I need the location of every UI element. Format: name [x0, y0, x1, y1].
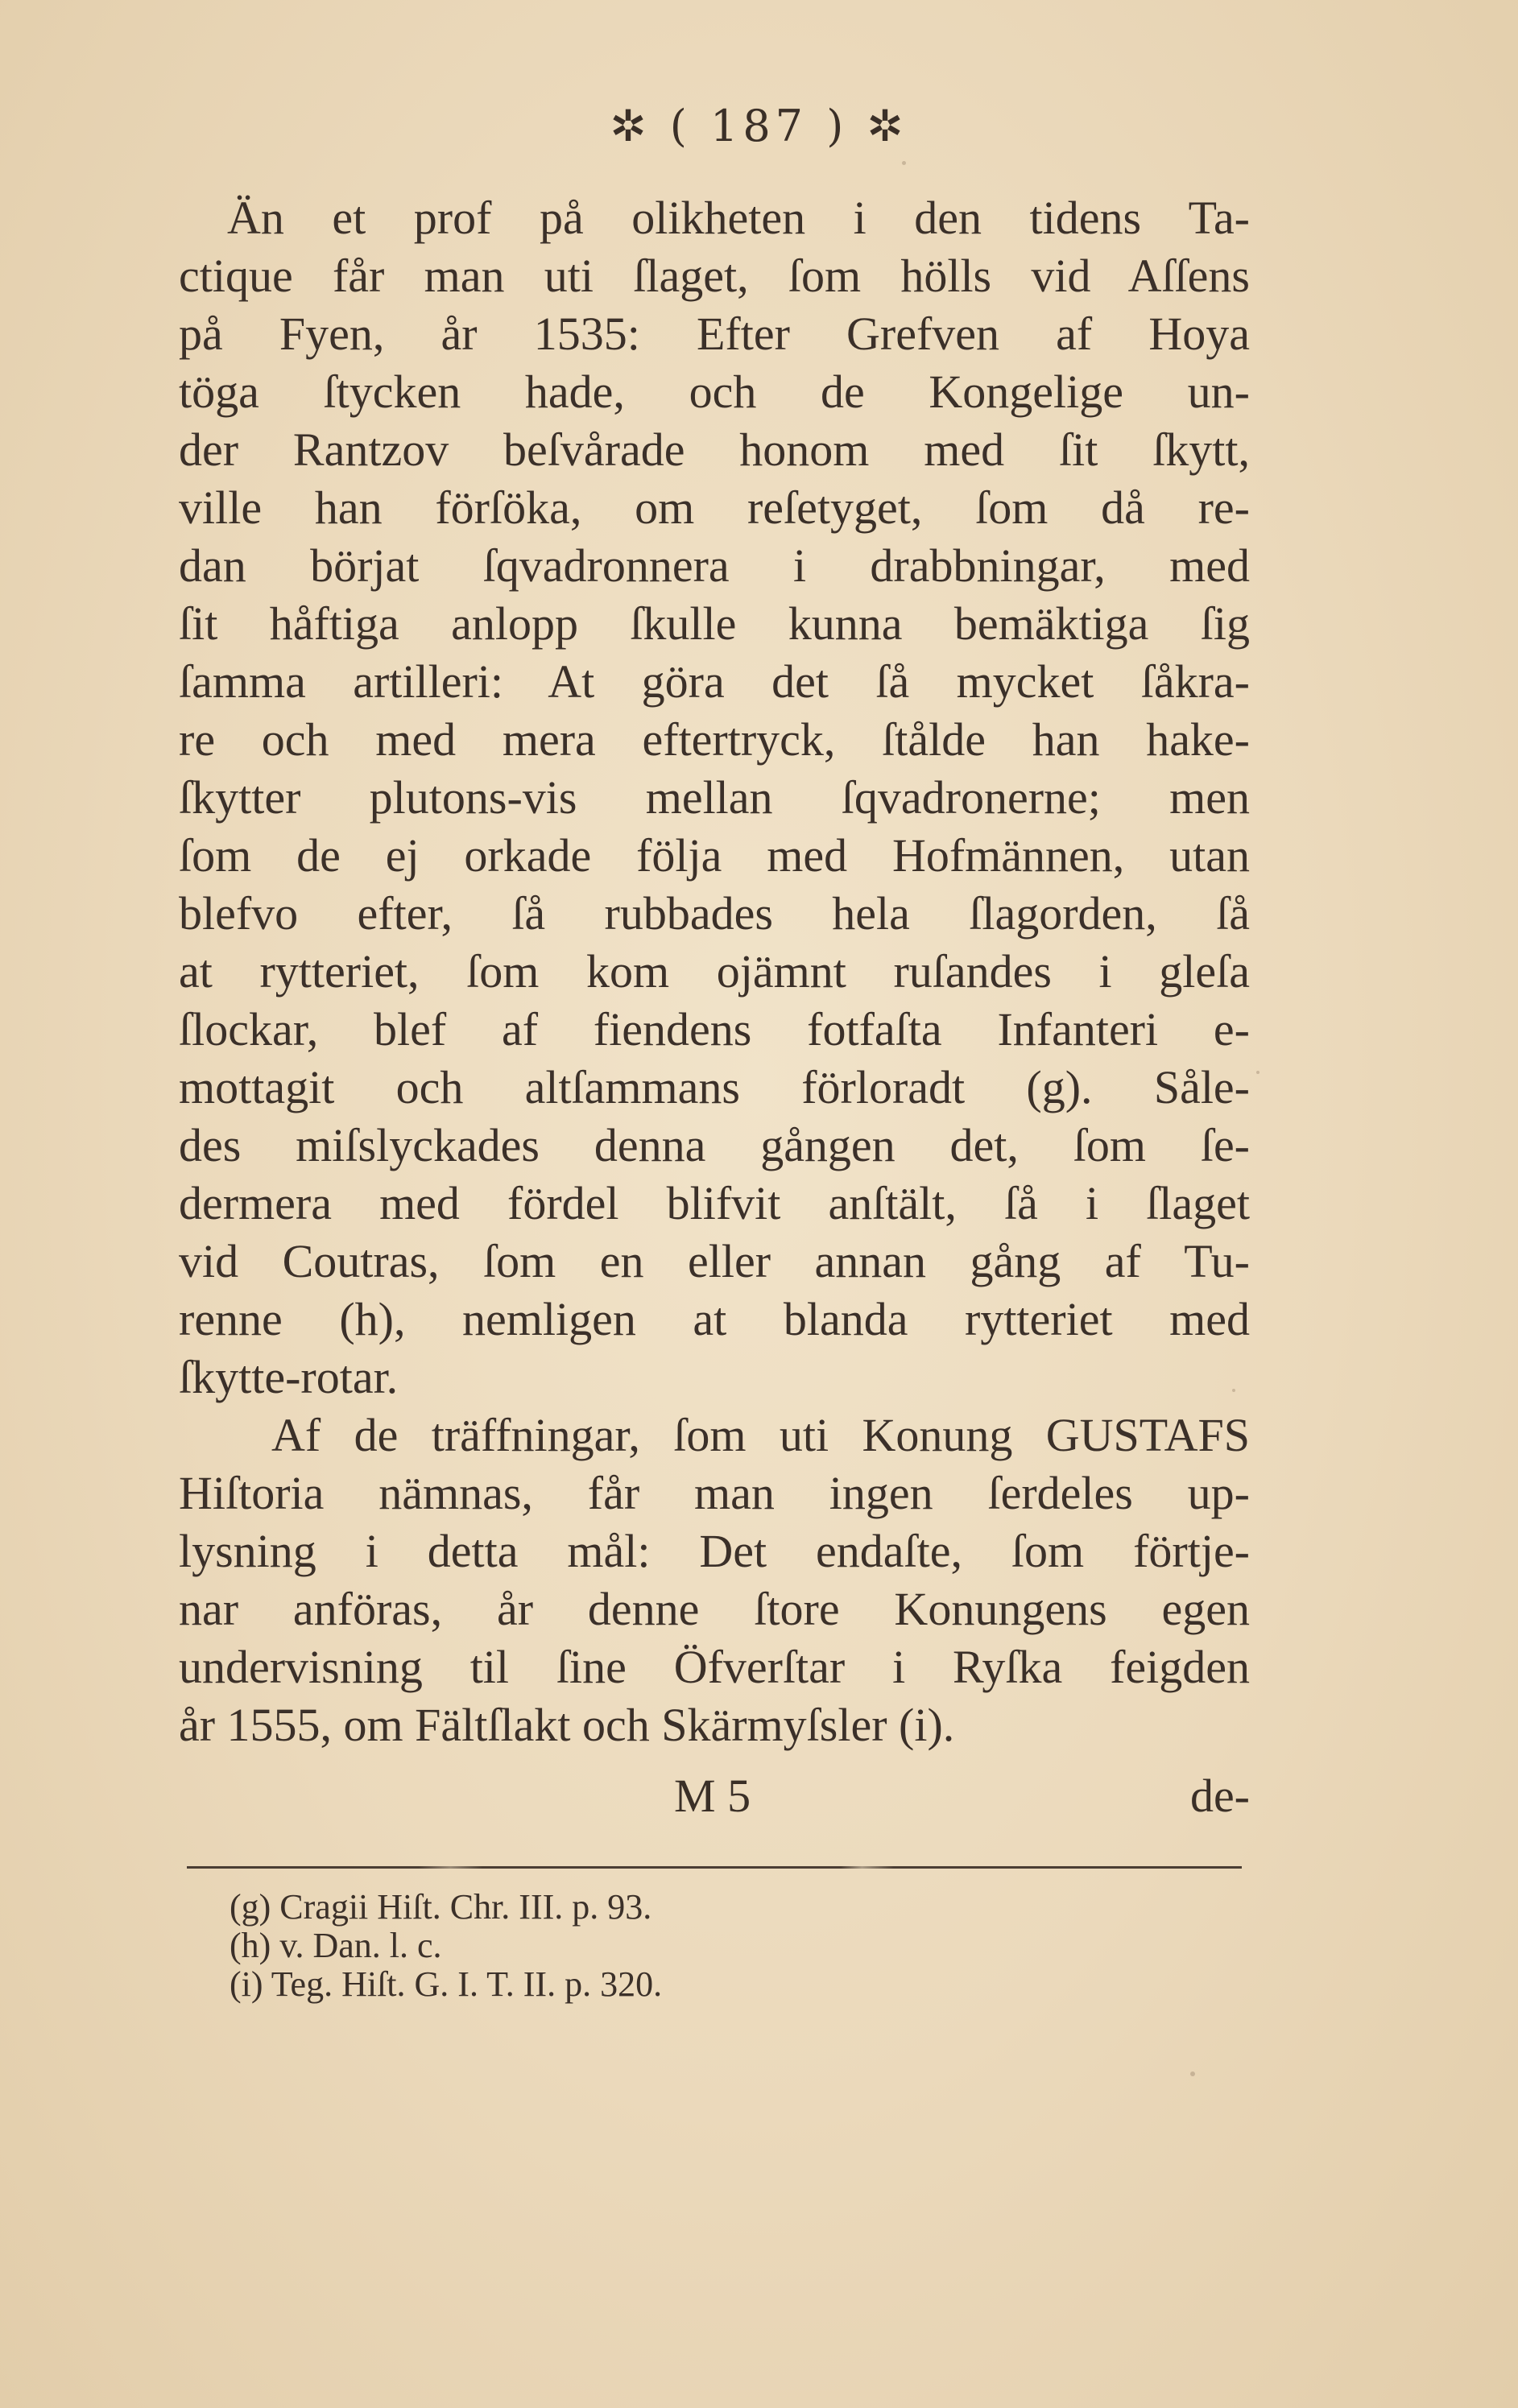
- text-line-18: dermera med fördel blifvit anſtält, ſå i ſlaget: [179, 1177, 1250, 1229]
- text-line-19: vid Coutras, ſom en eller annan gång af Tu-: [179, 1235, 1250, 1287]
- text-line-11: ſkytter plutons-vis mellan ſqvadronerne; men: [179, 771, 1250, 824]
- paper-speck: [1232, 1389, 1235, 1392]
- footnote-rule: [187, 1866, 1242, 1869]
- text-line-27: år 1555, om Fältſlakt och Skärmyſsler (i).: [179, 1699, 955, 1751]
- text-line-1: Än et prof på olikheten i den tidens Ta-: [227, 192, 1250, 244]
- text-line-3: på Fyen, år 1535: Efter Grefven af Hoya: [179, 308, 1250, 360]
- text-line-16: mottagit och altſammans förloradt (g). Såle-: [179, 1061, 1250, 1113]
- footnote-g: (g) Cragii Hiſt. Chr. III. p. 93.: [230, 1887, 652, 1927]
- catchline: [179, 1767, 1250, 1825]
- text-line-2: ctique får man uti ſlaget, ſom hölls vid Aſſens: [179, 250, 1250, 302]
- text-line-22: Af de träffningar, ſom uti Konung GUSTAFS: [271, 1409, 1250, 1461]
- text-line-8: ſit håftiga anlopp ſkulle kunna bemäktiga ſig: [179, 597, 1250, 650]
- text-line-25: nar anföras, år denne ſtore Konungens egen: [179, 1583, 1250, 1635]
- paper-speck: [1190, 2071, 1195, 2076]
- text-line-26: undervisning til ſine Öfverſtar i Ryſka feigden: [179, 1641, 1250, 1693]
- text-line-15: ſlockar, blef af fiendens fotfaſta Infanteri e-: [179, 1003, 1250, 1055]
- footnotes: [230, 1888, 1115, 2004]
- text-line-20: renne (h), nemligen at blanda rytteriet med: [179, 1293, 1250, 1345]
- text-line-13: blefvo efter, ſå rubbades hela ſlagorden, ſå: [179, 887, 1250, 940]
- text-line-5: der Rantzov beſvårade honom med ſit ſkytt,: [179, 423, 1250, 476]
- page-header: ✲ ( 187 ) ✲: [610, 101, 908, 151]
- text-line-4: töga ſtycken hade, och de Kongelige un-: [179, 366, 1250, 418]
- text-line-14: at rytteriet, ſom kom ojämnt ruſandes i gleſa: [179, 945, 1250, 997]
- text-line-23: Hiſtoria nämnas, får man ingen ſerdeles up-: [179, 1467, 1250, 1519]
- text-line-24: lysning i detta mål: Det endaſte, ſom förtje-: [179, 1525, 1250, 1577]
- text-line-6: ville han förſöka, om reſetyget, ſom då re-: [179, 481, 1250, 534]
- paper-speck: [902, 161, 906, 165]
- paper-speck: [1256, 1071, 1259, 1074]
- text-line-12: ſom de ej orkade följa med Hofmännen, utan: [179, 829, 1250, 882]
- footnote-h: (h) v. Dan. l. c.: [230, 1926, 442, 1965]
- signature-mark: M 5: [674, 1770, 751, 1822]
- text-line-9: ſamma artilleri: At göra det ſå mycket ſåkra-: [179, 655, 1250, 708]
- catchword: de-: [1189, 1770, 1250, 1822]
- text-line-7: dan börjat ſqvadronnera i drabbningar, med: [179, 539, 1250, 592]
- text-line-21: ſkytte-rotar.: [179, 1351, 399, 1403]
- body-text: [179, 189, 1250, 1754]
- footnote-i: (i) Teg. Hiſt. G. I. T. II. p. 320.: [230, 1964, 663, 2004]
- text-line-10: re och med mera eftertryck, ſtålde han hake-: [179, 713, 1250, 766]
- text-line-17: des miſslyckades denna gången det, ſom ſe-: [179, 1119, 1250, 1171]
